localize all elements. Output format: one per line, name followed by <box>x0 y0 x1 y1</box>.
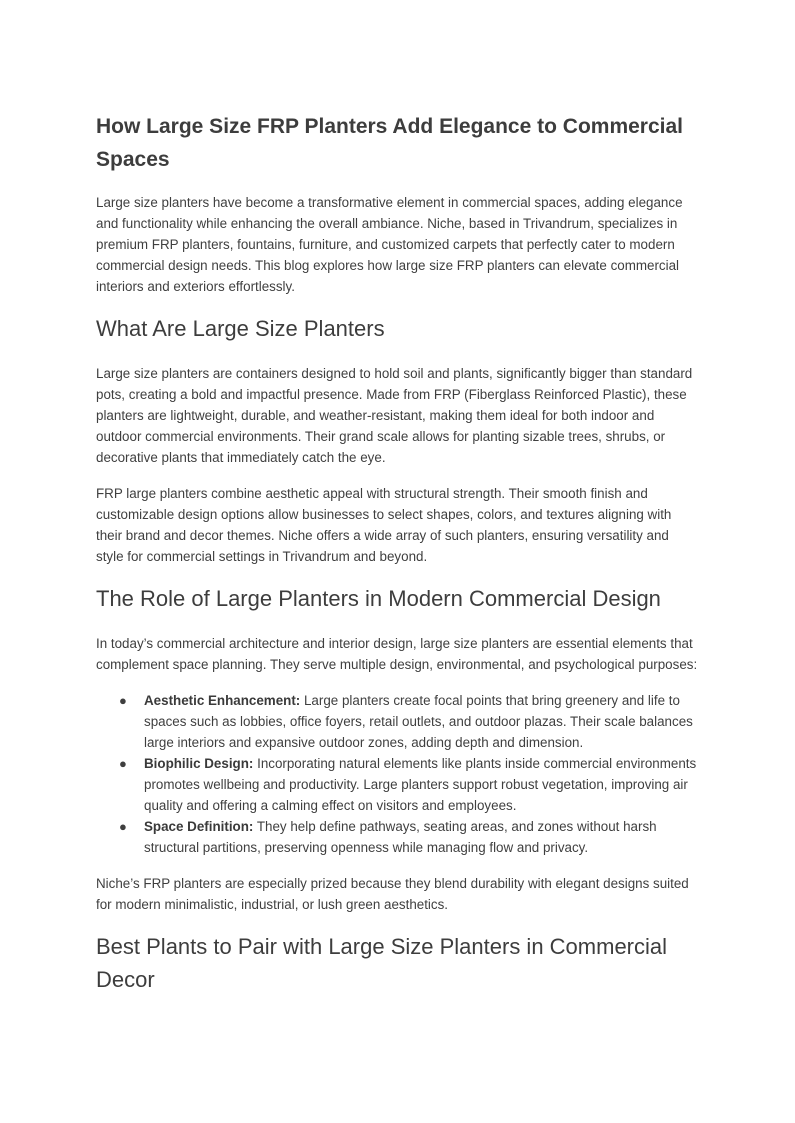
section1-paragraph-1: Large size planters are containers designed to hold soil and plants, significantly bigger than standard pots, creating a bold and impactful presence. Made from FRP (Fiberglass Reinforced Plastic), these planters are lightweight, durable, and weather-resistant, making them ideal for both indoor and outdoor commercial environments. Their grand scale allows for planting sizable trees, shrubs, or decorative plants that immediately catch the eye. <box>96 366 693 465</box>
list-item <box>96 816 698 858</box>
bullet-icon: ● <box>119 819 127 834</box>
bullet-icon: ● <box>119 756 127 771</box>
list-item-text: Large planters create focal points that bring greenery and life to spaces such as lobbies, office foyers, retail outlets, and outdoor plazas. Their scale balances large interiors and expansive outdoor zones, adding depth and dimension. <box>144 693 693 750</box>
intro-paragraph: Large size planters have become a transformative element in commercial spaces, adding elegance and functionality while enhancing the overall ambiance. Niche, based in Trivandrum, specializes in premium FRP planters, fountains, furniture, and customized carpets that perfectly cater to modern commercial design needs. This blog explores how large size FRP planters can elevate commercial interiors and exteriors effortlessly. <box>96 195 683 294</box>
list-item <box>96 753 698 816</box>
list-item-text: Incorporating natural elements like plants inside commercial environments promotes wellbeing and productivity. Large planters support robust vegetation, improving air quality and offering a calming effect on visitors and employees. <box>144 756 697 813</box>
list-item-text: They help define pathways, seating areas, and zones without harsh structural partitions, preserving openness while managing flow and privacy. <box>144 819 657 855</box>
bullet-icon: ● <box>119 693 127 708</box>
list-item-term: Space Definition: <box>144 819 254 834</box>
article <box>96 110 698 1014</box>
section2-intro-paragraph: In today’s commercial architecture and interior design, large size planters are essential elements that complement space planning. They serve multiple design, environmental, and psychological purposes: <box>96 636 698 672</box>
section-heading-best-plants: Best Plants to Pair with Large Size Planters in Commercial Decor <box>96 934 668 992</box>
section-heading-what-are: What Are Large Size Planters <box>96 316 385 341</box>
list-item-term: Aesthetic Enhancement: <box>144 693 301 708</box>
section-heading-role: The Role of Large Planters in Modern Commercial Design <box>96 586 661 611</box>
benefits-list <box>96 690 698 858</box>
section2-closing-paragraph: Niche’s FRP planters are especially prized because they blend durability with elegant designs suited for modern minimalistic, industrial, or lush green aesthetics. <box>96 876 689 912</box>
article-title: How Large Size FRP Planters Add Elegance to Commercial Spaces <box>96 115 683 171</box>
list-item-term: Biophilic Design: <box>144 756 254 771</box>
list-item <box>96 690 698 753</box>
section1-paragraph-2: FRP large planters combine aesthetic appeal with structural strength. Their smooth finish and customizable design options allow businesses to select shapes, colors, and textures aligning with their brand and decor themes. Niche offers a wide array of such planters, ensuring versatility and style for commercial settings in Trivandrum and beyond. <box>96 486 672 564</box>
